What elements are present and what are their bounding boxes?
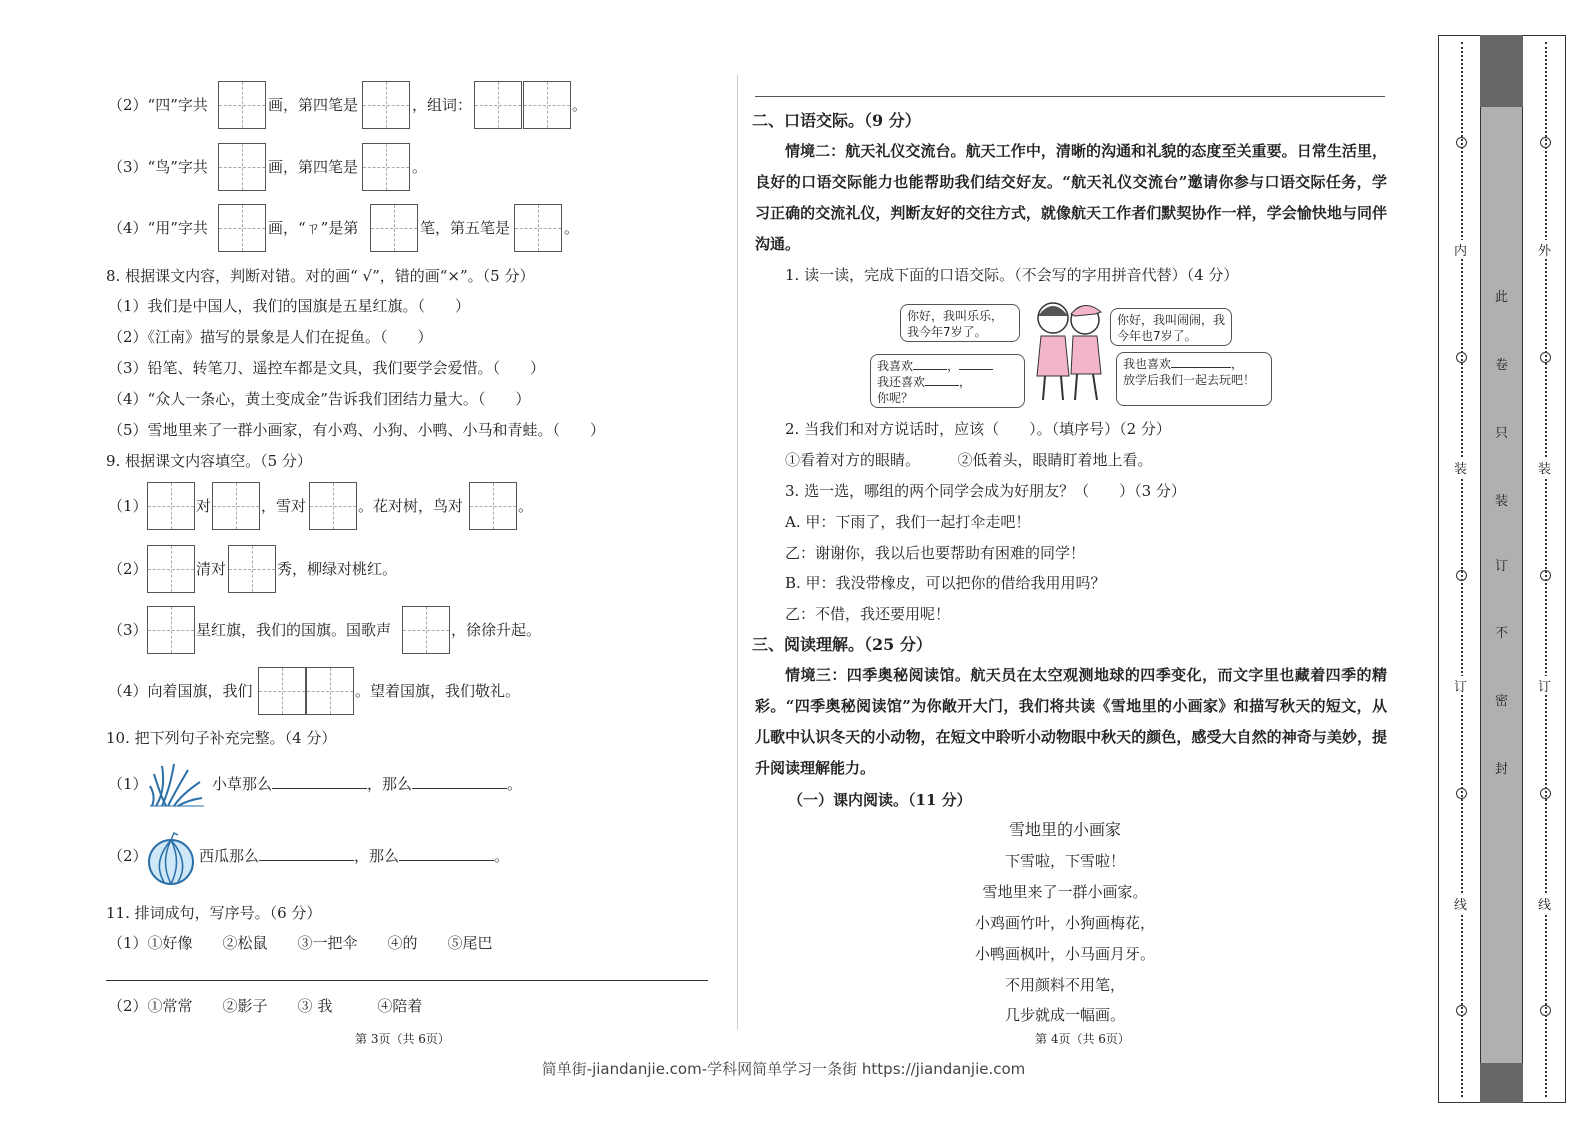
q9-1-end: 。 xyxy=(518,497,534,515)
binding-hole-icon xyxy=(1456,788,1467,799)
subsection-1-title: （一）课内阅读。（11 分） xyxy=(788,791,972,809)
page-number: 第 3页（共 6页） xyxy=(355,1032,450,1046)
page-divider xyxy=(737,75,738,1030)
tian-box[interactable] xyxy=(147,545,195,593)
binding-hole-icon xyxy=(1540,788,1551,799)
poem-line: 小鸡画竹叶，小狗画梅花， xyxy=(974,914,1155,932)
tian-box[interactable] xyxy=(218,81,266,129)
q7-2-pre: （2）“四”字共 xyxy=(108,96,208,114)
page-number: 第 4页（共 6页） xyxy=(1035,1032,1130,1046)
tian-box[interactable] xyxy=(218,143,266,191)
poem-line: 下雪啦，下雪啦！ xyxy=(1004,852,1125,870)
tian-box[interactable] xyxy=(402,606,450,654)
q3-option-b1: B. 甲：我没带橡皮，可以把你的借给我用用吗？ xyxy=(785,574,1106,592)
q7-3-mid1: 画，第四笔是 xyxy=(268,158,359,176)
q9-1-b: ，雪对 xyxy=(261,497,307,515)
footer-watermark: 简单街-jiandanjie.com-学科网简单学习一条街 https://jiandanjie.com xyxy=(541,1060,1026,1078)
speech-bubble-naonao: 你好，我叫闹闹，我今年也7岁了。 xyxy=(1110,308,1232,346)
tian-box[interactable] xyxy=(147,482,195,530)
q7-4-mid2: 笔，第五笔是 xyxy=(420,219,511,237)
tian-box[interactable] xyxy=(469,482,517,530)
tian-box[interactable] xyxy=(212,482,260,530)
binding-hole-icon xyxy=(1540,1005,1551,1016)
notice-label: 密 xyxy=(1495,694,1509,709)
section-3-intro: 情境三：四季奥秘阅读馆。航天员在太空观测地球的四季变化，而文字里也藏着四季的精彩。“四季奥秘阅读馆”为你敞开大门，我们将共读《雪地里的小画家》和描写秋天的短文，从儿歌中认识冬天的小动物，在短文中聆听小动物眼中秋天的颜色，感受大自然的神奇与美妙，提升阅读理解能力。 xyxy=(755,666,1387,777)
strip-dark-bottom xyxy=(1480,1063,1523,1103)
tian-box[interactable] xyxy=(370,204,418,252)
section-2-intro: 情境二：航天礼仪交流台。航天工作中，清晰的沟通和礼貌的态度至关重要。日常生活里，良好的口语交际能力也能帮助我们结交好友。“航天礼仪交流台”邀请你参与口语交际任务，学习正确的交流礼仪，判断友好的交往方式，就像航天工作者们默契协作一样，学会愉快地与同伴沟通。 xyxy=(755,142,1387,253)
q9-4-a: 。望着国旗，我们敬礼。 xyxy=(355,682,521,700)
binding-hole-icon xyxy=(1540,570,1551,581)
q8-item: （4）“众人一条心，黄土变成金”告诉我们团结力量大。（ ） xyxy=(108,390,531,408)
q11-1: （1）①好像 ②松鼠 ③一把伞 ④的 ⑤尾巴 xyxy=(108,934,493,952)
q7-4-pre: （4）“用”字共 xyxy=(108,219,208,237)
notice-label: 卷 xyxy=(1495,358,1509,373)
binding-hole-icon xyxy=(1456,1005,1467,1016)
poem-line: 几步就成一幅画。 xyxy=(1004,1006,1125,1024)
outer-label: 装 xyxy=(1538,458,1551,477)
answer-blank[interactable] xyxy=(259,846,354,861)
strip-dark-top xyxy=(1480,35,1523,107)
tian-box[interactable] xyxy=(362,81,410,129)
inner-label: 内 xyxy=(1454,240,1467,259)
notice-label: 不 xyxy=(1495,626,1509,641)
tian-box[interactable] xyxy=(362,143,410,191)
answer-blank[interactable] xyxy=(959,359,993,370)
q10-1-pre: （1） xyxy=(108,775,148,793)
q7-2-end: 。 xyxy=(572,96,588,114)
q9-3-a: 星红旗，我们的国旗。国歌声 xyxy=(196,621,392,639)
two-children-illustration-icon xyxy=(1025,296,1113,408)
tian-box[interactable] xyxy=(514,204,562,252)
q3-option-a2: 乙：谢谢你，我以后也要帮助有困难的同学！ xyxy=(785,544,1086,562)
q8-title: 8. 根据课文内容，判断对错。对的画“ √”，错的画“×”。（5 分） xyxy=(106,267,535,285)
section-2-title: 二、口语交际。（9 分） xyxy=(752,111,921,130)
tian-box[interactable] xyxy=(218,204,266,252)
q9-2-a: 清对 xyxy=(196,560,227,578)
tian-box[interactable] xyxy=(474,81,522,129)
q10-2-line: 西瓜那么 ，那么 。 xyxy=(199,847,510,865)
q9-3-pre: （3） xyxy=(108,621,148,639)
answer-blank[interactable] xyxy=(272,774,367,789)
notice-label: 此 xyxy=(1495,290,1509,305)
tian-box[interactable] xyxy=(147,606,195,654)
q7-2-line xyxy=(108,95,208,115)
q9-3-b: ，徐徐升起。 xyxy=(451,621,542,639)
q3-option-a1: A. 甲：下雨了，我们一起打伞走吧！ xyxy=(785,513,1031,531)
q10-2-pre: （2） xyxy=(108,847,148,865)
q2-title: 2. 当我们和对方说话时，应该（ ）。（填序号）（2 分） xyxy=(785,420,1171,438)
speech-bubble-answer-2: 我也喜欢 ， 放学后我们一起去玩吧！ xyxy=(1116,352,1272,406)
tian-box[interactable] xyxy=(306,667,354,715)
answer-blank[interactable] xyxy=(412,774,507,789)
q10-1-line: 小草那么 ，那么 。 xyxy=(212,775,523,793)
q8-item: （3）铅笔、转笔刀、遥控车都是文具，我们要学会爱惜。（ ） xyxy=(108,359,546,377)
q7-4-end: 。 xyxy=(564,219,580,237)
answer-blank[interactable] xyxy=(925,375,959,386)
q2-options: ①看着对方的眼睛。 ②低着头，眼睛盯着地上看。 xyxy=(785,451,1153,469)
notice-label: 装 xyxy=(1495,494,1509,509)
binding-hole-icon xyxy=(1540,137,1551,148)
header-rule xyxy=(755,96,1385,97)
notice-label: 封 xyxy=(1495,762,1509,777)
q10-title: 10. 把下列句子补充完整。（4 分） xyxy=(106,729,337,747)
q8-item: （1）我们是中国人，我们的国旗是五星红旗。（ ） xyxy=(108,297,471,315)
tian-box[interactable] xyxy=(258,667,306,715)
inner-label: 订 xyxy=(1454,676,1467,695)
poem-line: 雪地里来了一群小画家。 xyxy=(982,883,1148,901)
notice-label: 只 xyxy=(1495,426,1509,441)
answer-blank[interactable] xyxy=(399,846,494,861)
q9-1-c: 。花对树，鸟对 xyxy=(358,497,464,515)
binding-hole-icon xyxy=(1456,352,1467,363)
answer-blank[interactable] xyxy=(913,359,947,370)
inner-label: 装 xyxy=(1454,458,1467,477)
q7-2-mid1: 画，第四笔是 xyxy=(268,96,359,114)
section-3-title: 三、阅读理解。（25 分） xyxy=(752,635,932,654)
q1-title: 1. 读一读，完成下面的口语交际。（不会写的字用拼音代替）（4 分） xyxy=(785,266,1239,284)
poem-line: 不用颜料不用笔， xyxy=(1004,976,1125,994)
answer-line[interactable] xyxy=(106,980,708,981)
q7-3-pre: （3）“鸟”字共 xyxy=(108,158,208,176)
outer-label: 外 xyxy=(1538,240,1551,259)
binding-hole-icon xyxy=(1456,570,1467,581)
q9-title: 9. 根据课文内容填空。（5 分） xyxy=(106,452,312,470)
q9-1-pre: （1） xyxy=(108,497,148,515)
tian-box[interactable] xyxy=(523,81,571,129)
binding-hole-icon xyxy=(1456,137,1467,148)
q3-title: 3. 选一选，哪组的两个同学会成为好朋友？（ ）（3 分） xyxy=(785,482,1186,500)
q11-title: 11. 排词成句，写序号。（6 分） xyxy=(106,904,322,922)
tian-box[interactable] xyxy=(309,482,357,530)
q8-item: （5）雪地里来了一群小画家，有小鸡、小狗、小鸭、小马和青蛙。（ ） xyxy=(108,421,606,439)
tian-box[interactable] xyxy=(228,545,276,593)
answer-blank[interactable] xyxy=(1171,357,1231,368)
poem-title: 雪地里的小画家 xyxy=(1008,820,1121,839)
q3-option-b2: 乙：不借，我还要用呢！ xyxy=(785,605,951,623)
binding-hole-icon xyxy=(1540,352,1551,363)
watermelon-icon xyxy=(146,830,196,886)
outer-label: 订 xyxy=(1538,676,1551,695)
q11-2: （2）①常常 ②影子 ③ 我 ④陪着 xyxy=(108,997,423,1015)
notice-label: 订 xyxy=(1495,559,1509,574)
inner-label: 线 xyxy=(1454,894,1467,913)
q7-2-mid2: ，组词： xyxy=(412,96,473,114)
q7-4-mid1: 画，“ㄗ”是第 xyxy=(268,219,359,237)
outer-label: 线 xyxy=(1538,894,1551,913)
poem-line: 小鸭画枫叶，小马画月牙。 xyxy=(974,945,1155,963)
q9-2-pre: （2） xyxy=(108,560,148,578)
q8-item: （2）《江南》描写的景象是人们在捉鱼。（ ） xyxy=(108,328,433,346)
speech-bubble-leleh: 你好，我叫乐乐，我今年7岁了。 xyxy=(900,304,1020,342)
q9-1-a: 对 xyxy=(196,497,212,515)
speech-bubble-answer-1: 我喜欢 ， 我还喜欢 ， 你呢？ xyxy=(870,354,1025,408)
q7-3-end: 。 xyxy=(412,158,428,176)
q9-4-pre: （4）向着国旗，我们 xyxy=(108,682,253,700)
q9-2-b: 秀，柳绿对桃红。 xyxy=(277,560,398,578)
grass-icon xyxy=(148,760,204,810)
